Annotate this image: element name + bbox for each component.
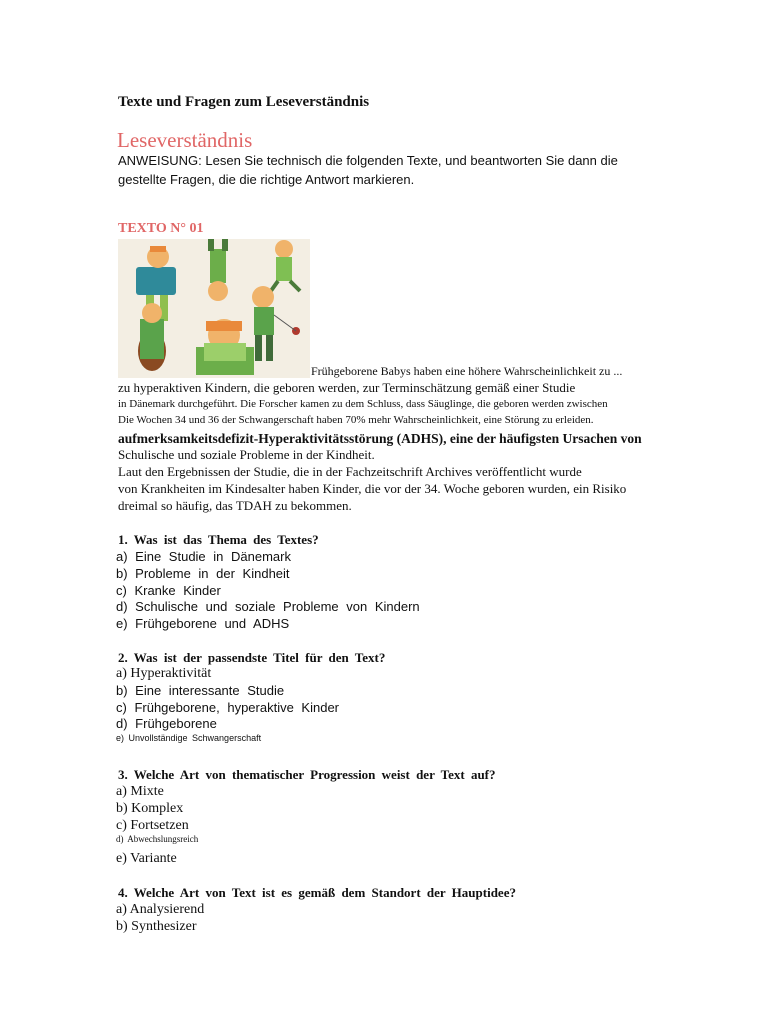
question-4-option-a[interactable]: a) Analysierend xyxy=(116,902,205,917)
question-2-option-c[interactable]: c) Frühgeborene, hyperaktive Kinder xyxy=(116,700,340,715)
question-1-option-b[interactable]: b) Probleme in der Kindheit xyxy=(116,566,290,581)
text-label: TEXTO N° 01 xyxy=(118,221,204,236)
question-3: 3. Welche Art von thematischer Progression weist der Text auf? xyxy=(118,767,496,782)
passage-line-4: Die Wochen 34 und 36 der Schwangerschaft haben 70% mehr Wahrscheinlichkeit, eine Störung zu erleiden. xyxy=(118,414,594,426)
passage-line-1: Frühgeborene Babys haben eine höhere Wahrscheinlichkeit zu ... xyxy=(311,364,623,378)
question-2-option-a[interactable]: a) Hyperaktivität xyxy=(116,666,212,681)
question-3-option-b[interactable]: b) Komplex xyxy=(116,801,184,816)
question-1-option-e[interactable]: e) Frühgeborene und ADHS xyxy=(116,616,290,631)
passage-line-2: zu hyperaktiven Kindern, die geboren werden, zur Terminschätzung gemäß einer Studie xyxy=(118,380,576,395)
question-3-option-d[interactable]: d) Abwechslungsreich xyxy=(116,834,199,844)
instruction-line-1: ANWEISUNG: Lesen Sie technisch die folgenden Texte, und beantworten Sie dann die xyxy=(118,153,618,168)
document-title: Texte und Fragen zum Leseverständnis xyxy=(118,94,370,110)
question-1: 1. Was ist das Thema des Textes? xyxy=(118,532,319,547)
passage-line-8: von Krankheiten im Kindesalter haben Kinder, die vor der 34. Woche geboren wurden, ein Risiko xyxy=(118,481,627,496)
question-1-option-c[interactable]: c) Kranke Kinder xyxy=(116,583,221,598)
question-2-option-d[interactable]: d) Frühgeborene xyxy=(116,716,217,731)
question-1-option-a[interactable]: a) Eine Studie in Dänemark xyxy=(116,549,291,564)
children-illustration xyxy=(118,239,310,378)
question-3-option-c[interactable]: c) Fortsetzen xyxy=(116,818,189,833)
section-title: Leseverständnis xyxy=(117,128,253,152)
question-2-option-e[interactable]: e) Unvollständige Schwangerschaft xyxy=(116,733,262,743)
passage-line-3: in Dänemark durchgeführt. Die Forscher kamen zu dem Schluss, dass Säuglinge, die geboren werden zwischen xyxy=(118,398,608,410)
instruction-line-2: gestellte Fragen, die die richtige Antwort markieren. xyxy=(118,172,415,187)
question-4-option-b[interactable]: b) Synthesizer xyxy=(116,919,197,934)
question-4: 4. Welche Art von Text ist es gemäß dem Standort der Hauptidee? xyxy=(118,885,516,900)
question-2-option-b[interactable]: b) Eine interessante Studie xyxy=(116,683,285,698)
question-3-option-e[interactable]: e) Variante xyxy=(116,851,177,866)
passage-line-6: Schulische und soziale Probleme in der Kindheit. xyxy=(118,447,375,462)
passage-line-5: aufmerksamkeitsdefizit-Hyperaktivitätsstörung (ADHS), eine der häufigsten Ursachen von xyxy=(118,431,642,446)
question-1-option-d[interactable]: d) Schulische und soziale Probleme von Kindern xyxy=(116,599,420,614)
question-3-option-a[interactable]: a) Mixte xyxy=(116,784,164,799)
passage-line-9: dreimal so häufig, das TDAH zu bekommen. xyxy=(118,498,352,513)
passage-line-7: Laut den Ergebnissen der Studie, die in der Fachzeitschrift Archives veröffentlicht wurde xyxy=(118,464,582,479)
question-2: 2. Was ist der passendste Titel für den Text? xyxy=(118,650,386,665)
